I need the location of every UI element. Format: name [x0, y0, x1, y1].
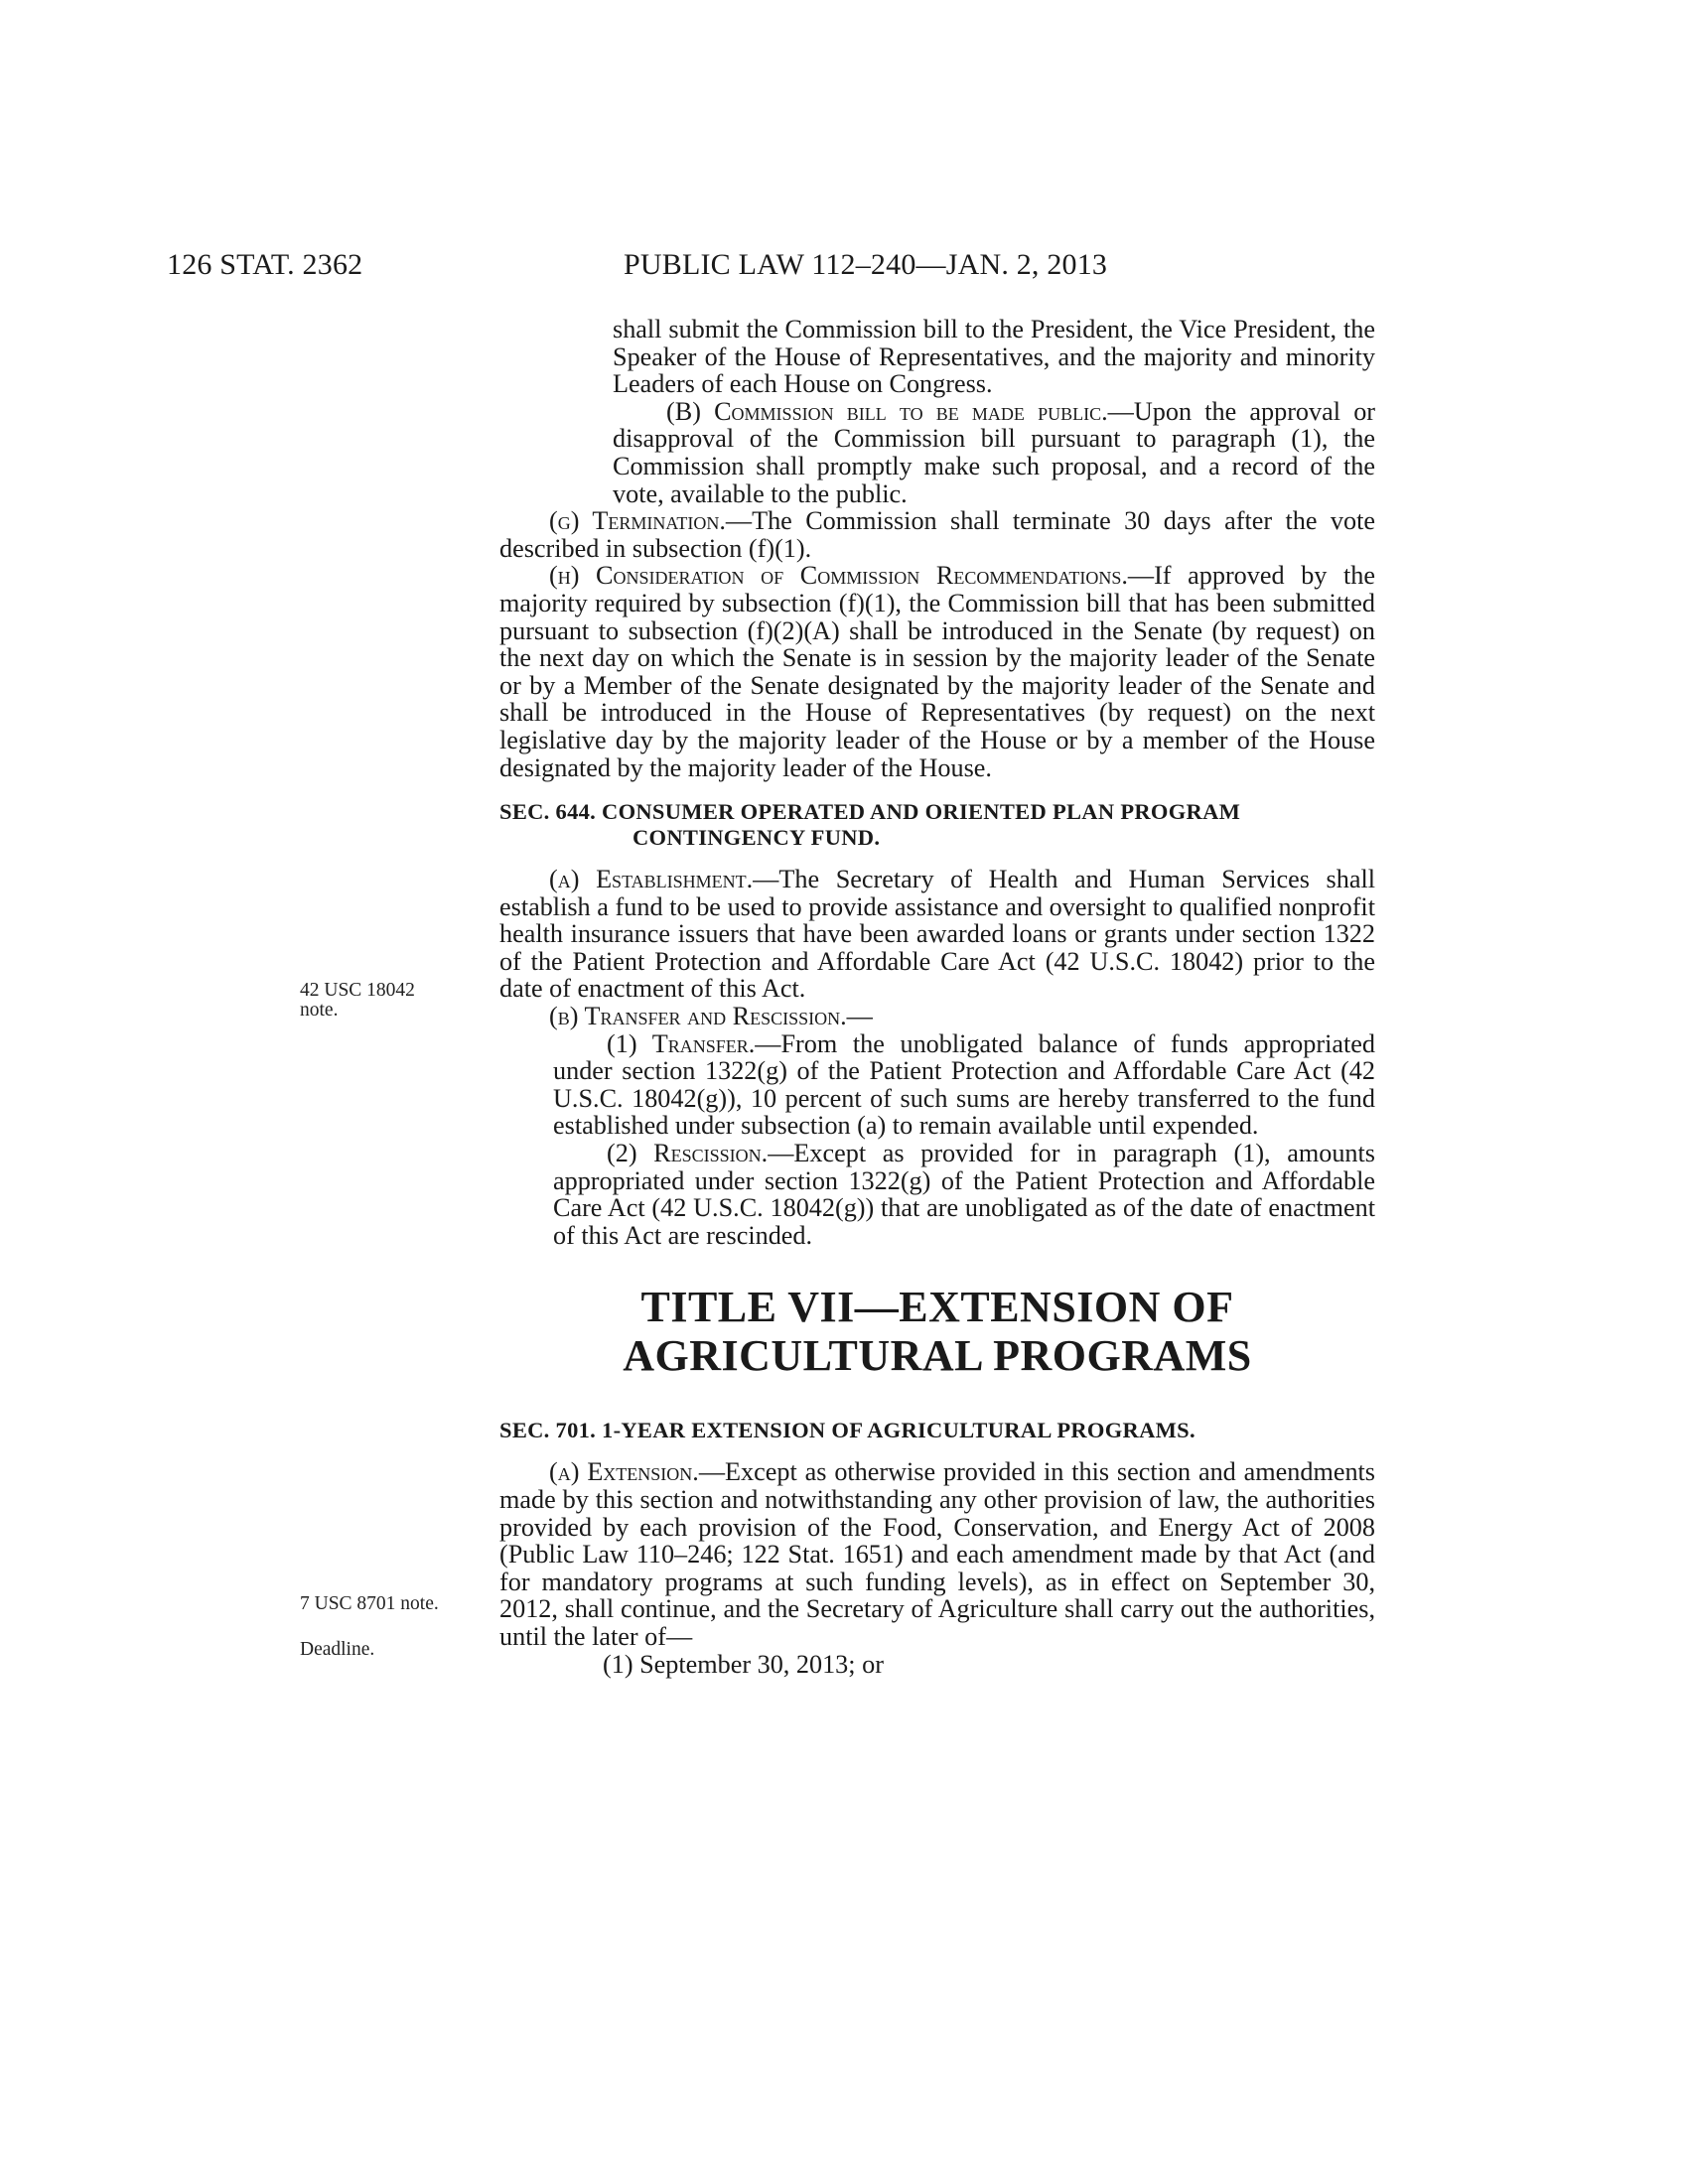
margin-note-7usc: 7 USC 8701 note. [300, 1593, 439, 1614]
title-line: TITLE VII—EXTENSION OF [640, 1283, 1234, 1332]
paragraph-text: —Except as otherwise provided in this section and amendments made by this section and notwithstanding any other provision of law, the authorities provided by each provision of the Food, Conservation, and Energy Act of 2008 (Public Law 110–246; 122 Stat. 1651) and each amendment made by that Act (and for mandatory programs at such funding levels), as in effect on September 30, 2012, shall continue, and the Secretary of Agriculture shall carry out the authorities, until the later of— [499, 1457, 1376, 1651]
paragraph-deadline-date: (1) September 30, 2013; or [603, 1649, 884, 1679]
paragraph-transfer-rescission [499, 1003, 1375, 1030]
paragraph-text: — [846, 1002, 873, 1031]
margin-note-line: 42 USC 18042 [300, 980, 415, 1001]
document-body [499, 316, 1375, 1678]
paragraph-text: —The Commission shall terminate 30 days after the vote described in subsection (f)(1). [499, 506, 1375, 563]
section-701-heading: SEC. 701. 1-YEAR EXTENSION OF AGRICULTURAL PROGRAMS. [499, 1418, 1196, 1443]
paragraph-text: —From the unobligated balance of funds appropriated under section 1322(g) of the Patient Protection and Affordable Care Act (42 U.S.C. 18042(g)), 10 percent of such sums are hereby transferred to the fund established under subsection (a) to remain available until expended. [553, 1028, 1375, 1141]
public-law-header: PUBLIC LAW 112–240—JAN. 2, 2013 [624, 248, 1108, 281]
paragraph-text: —Upon the approval or disapproval of the Commission bill pursuant to paragraph (1), the Commission shall promptly make such proposal, and a record of the vote, available to the public. [613, 396, 1376, 508]
paragraph-heading: (B) Commission bill to be made public. [666, 396, 1108, 426]
paragraph-bill-made-public [499, 398, 1375, 507]
section-644-heading: SEC. 644. CONSUMER OPERATED AND ORIENTED PLAN PROGRAM CONTINGENCY FUND. [499, 799, 1241, 851]
margin-note-deadline: Deadline. [300, 1639, 375, 1660]
paragraph-transfer [499, 1030, 1375, 1140]
paragraph-text: —If approved by the majority required by subsection (f)(1), the Commission bill that has been submitted pursuant to subsection (f)(2)(A) shall be introduced in the Senate (by request) on the next day on which the Senate is in session by the majority leader of the Senate or by a Member of the Senate designated by the majority leader of the Senate and shall be introduced in the House of Representatives (by request) on the next legislative day by the majority leader of the House or by a member of the House designated by the majority leader of the House. [499, 561, 1375, 782]
paragraph-heading: (1) Transfer. [607, 1028, 756, 1058]
title-line: AGRICULTURAL PROGRAMS [623, 1331, 1252, 1381]
paragraph-heading: (h) Consideration of Commission Recommendations. [549, 561, 1128, 591]
paragraph-consideration [499, 562, 1375, 781]
paragraph-rescission [499, 1140, 1375, 1249]
stat-reference: 126 STAT. 2362 [167, 248, 363, 281]
paragraph-text: —The Secretary of Health and Human Services shall establish a fund to be used to provide assistance and oversight to qualified nonprofit health insurance issuers that have been awarded loans or grants under section 1322 of the Patient Protection and Affordable Care Act (42 U.S.C. 18042) prior to the date of enactment of this Act. [499, 865, 1375, 1004]
paragraph-text: —Except as provided for in paragraph (1), amounts appropriated under section 1322(g) of the Patient Protection and Affordable Care Act (42 U.S.C. 18042(g)) that are unobligated as of the date of enactment of this Act are rescinded. [553, 1139, 1375, 1250]
margin-note-line: note. [300, 1000, 339, 1021]
paragraph-heading: (a) Extension. [549, 1457, 699, 1487]
paragraph-heading: (g) Termination. [549, 506, 726, 536]
margin-note-42usc [300, 981, 479, 1021]
paragraph-heading: (2) Rescission. [607, 1139, 769, 1168]
paragraph-heading: (a) Establishment. [549, 865, 754, 894]
paragraph-submit-bill: shall submit the Commission bill to the President, the Vice President, the Speaker of the House of Representatives, and the majority and minority Leaders of each House on Congress. [613, 315, 1375, 399]
paragraph-heading: (b) Transfer and Rescission. [549, 1002, 847, 1031]
paragraph-extension [499, 1458, 1375, 1650]
paragraph-termination [499, 507, 1375, 562]
paragraph-establishment [499, 866, 1375, 1003]
title-vii-heading [499, 1283, 1375, 1380]
